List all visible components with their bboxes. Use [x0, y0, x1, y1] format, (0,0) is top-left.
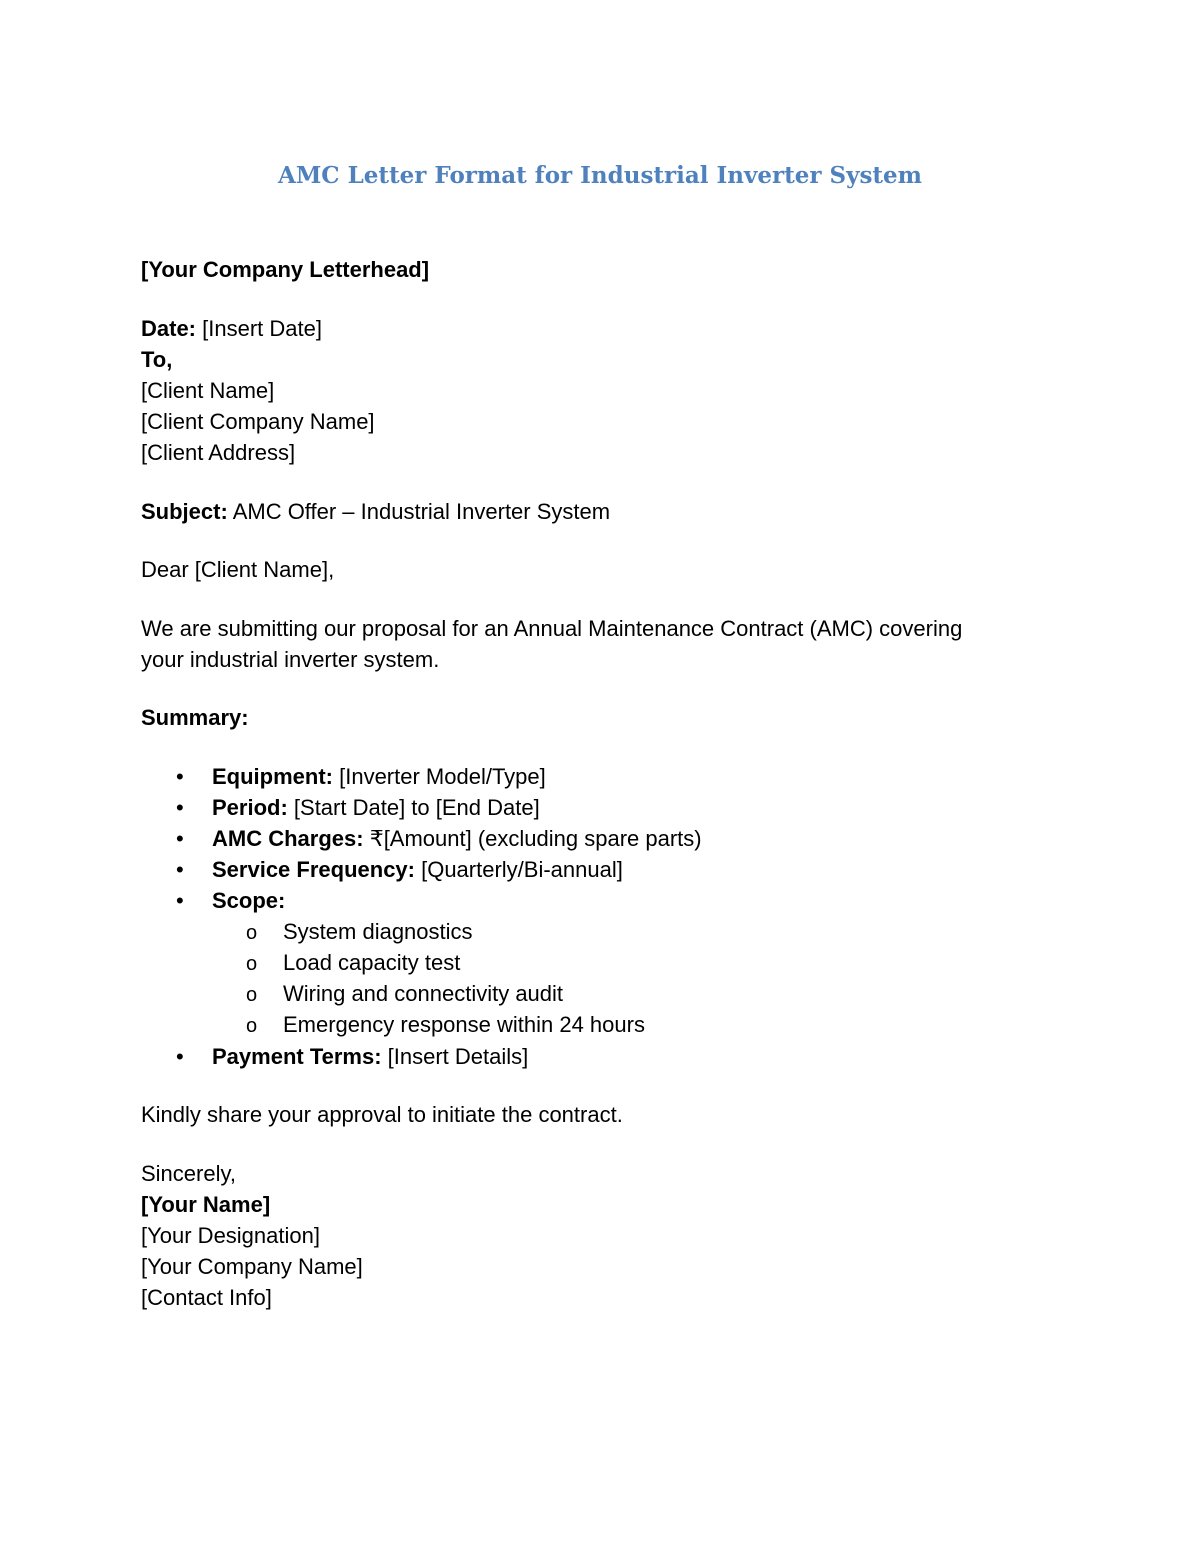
summary-item-frequency [212, 854, 623, 885]
payment-label: Payment Terms: [212, 1044, 382, 1069]
client-address: [Client Address] [141, 440, 296, 465]
scope-item: Load capacity test [283, 950, 461, 975]
signoff-designation: [Your Designation] [141, 1223, 320, 1248]
scope-item: Wiring and connectivity audit [283, 981, 564, 1006]
equipment-label: Equipment: [212, 764, 333, 789]
date-label: Date: [141, 316, 197, 341]
bullet-icon: • [176, 857, 184, 882]
summary-item-charges [212, 823, 702, 854]
payment-value: [Insert Details] [381, 1044, 529, 1069]
bullet-icon: • [176, 1044, 184, 1069]
bullet-icon: • [176, 764, 184, 789]
scope-item: System diagnostics [283, 919, 473, 944]
signoff-closing: Sincerely, [141, 1161, 236, 1186]
intro-line-1: We are submitting our proposal for an Annual Maintenance Contract (AMC) covering [141, 616, 963, 641]
to-label: To, [141, 347, 173, 372]
subject-value: AMC Offer – Industrial Inverter System [227, 499, 611, 524]
sub-bullet-icon: o [246, 984, 258, 1006]
salutation: Dear [Client Name], [141, 557, 335, 582]
client-company: [Client Company Name] [141, 409, 375, 434]
bullet-icon: • [176, 888, 184, 913]
bullet-icon: • [176, 826, 184, 851]
equipment-value: [Inverter Model/Type] [333, 764, 546, 789]
frequency-label: Service Frequency: [212, 857, 415, 882]
closing-request: Kindly share your approval to initiate the contract. [141, 1102, 623, 1127]
summary-heading: Summary: [141, 705, 249, 730]
signoff-name: [Your Name] [141, 1192, 271, 1217]
sub-bullet-icon: o [246, 953, 258, 975]
summary-item-period [212, 792, 540, 823]
subject-label: Subject: [141, 499, 228, 524]
summary-item-payment [212, 1041, 528, 1072]
signoff-company: [Your Company Name] [141, 1254, 363, 1279]
charges-label: AMC Charges: [212, 826, 364, 851]
date-line [141, 313, 322, 344]
sub-bullet-icon: o [246, 1015, 258, 1037]
client-name: [Client Name] [141, 378, 275, 403]
date-value: [Insert Date] [196, 316, 322, 341]
intro-line-2: your industrial inverter system. [141, 647, 440, 672]
document-title: AMC Letter Format for Industrial Inverter System [277, 162, 923, 189]
summary-item-scope: Scope: [212, 888, 286, 913]
scope-item: Emergency response within 24 hours [283, 1012, 645, 1037]
sub-bullet-icon: o [246, 922, 258, 944]
letterhead: [Your Company Letterhead] [141, 257, 430, 282]
signoff-contact: [Contact Info] [141, 1285, 272, 1310]
summary-item-equipment [212, 761, 546, 792]
frequency-value: [Quarterly/Bi-annual] [414, 857, 623, 882]
period-label: Period: [212, 795, 288, 820]
subject-line [141, 496, 610, 527]
period-value: [Start Date] to [End Date] [287, 795, 540, 820]
bullet-icon: • [176, 795, 184, 820]
charges-value: ₹[Amount] (excluding spare parts) [363, 826, 702, 851]
